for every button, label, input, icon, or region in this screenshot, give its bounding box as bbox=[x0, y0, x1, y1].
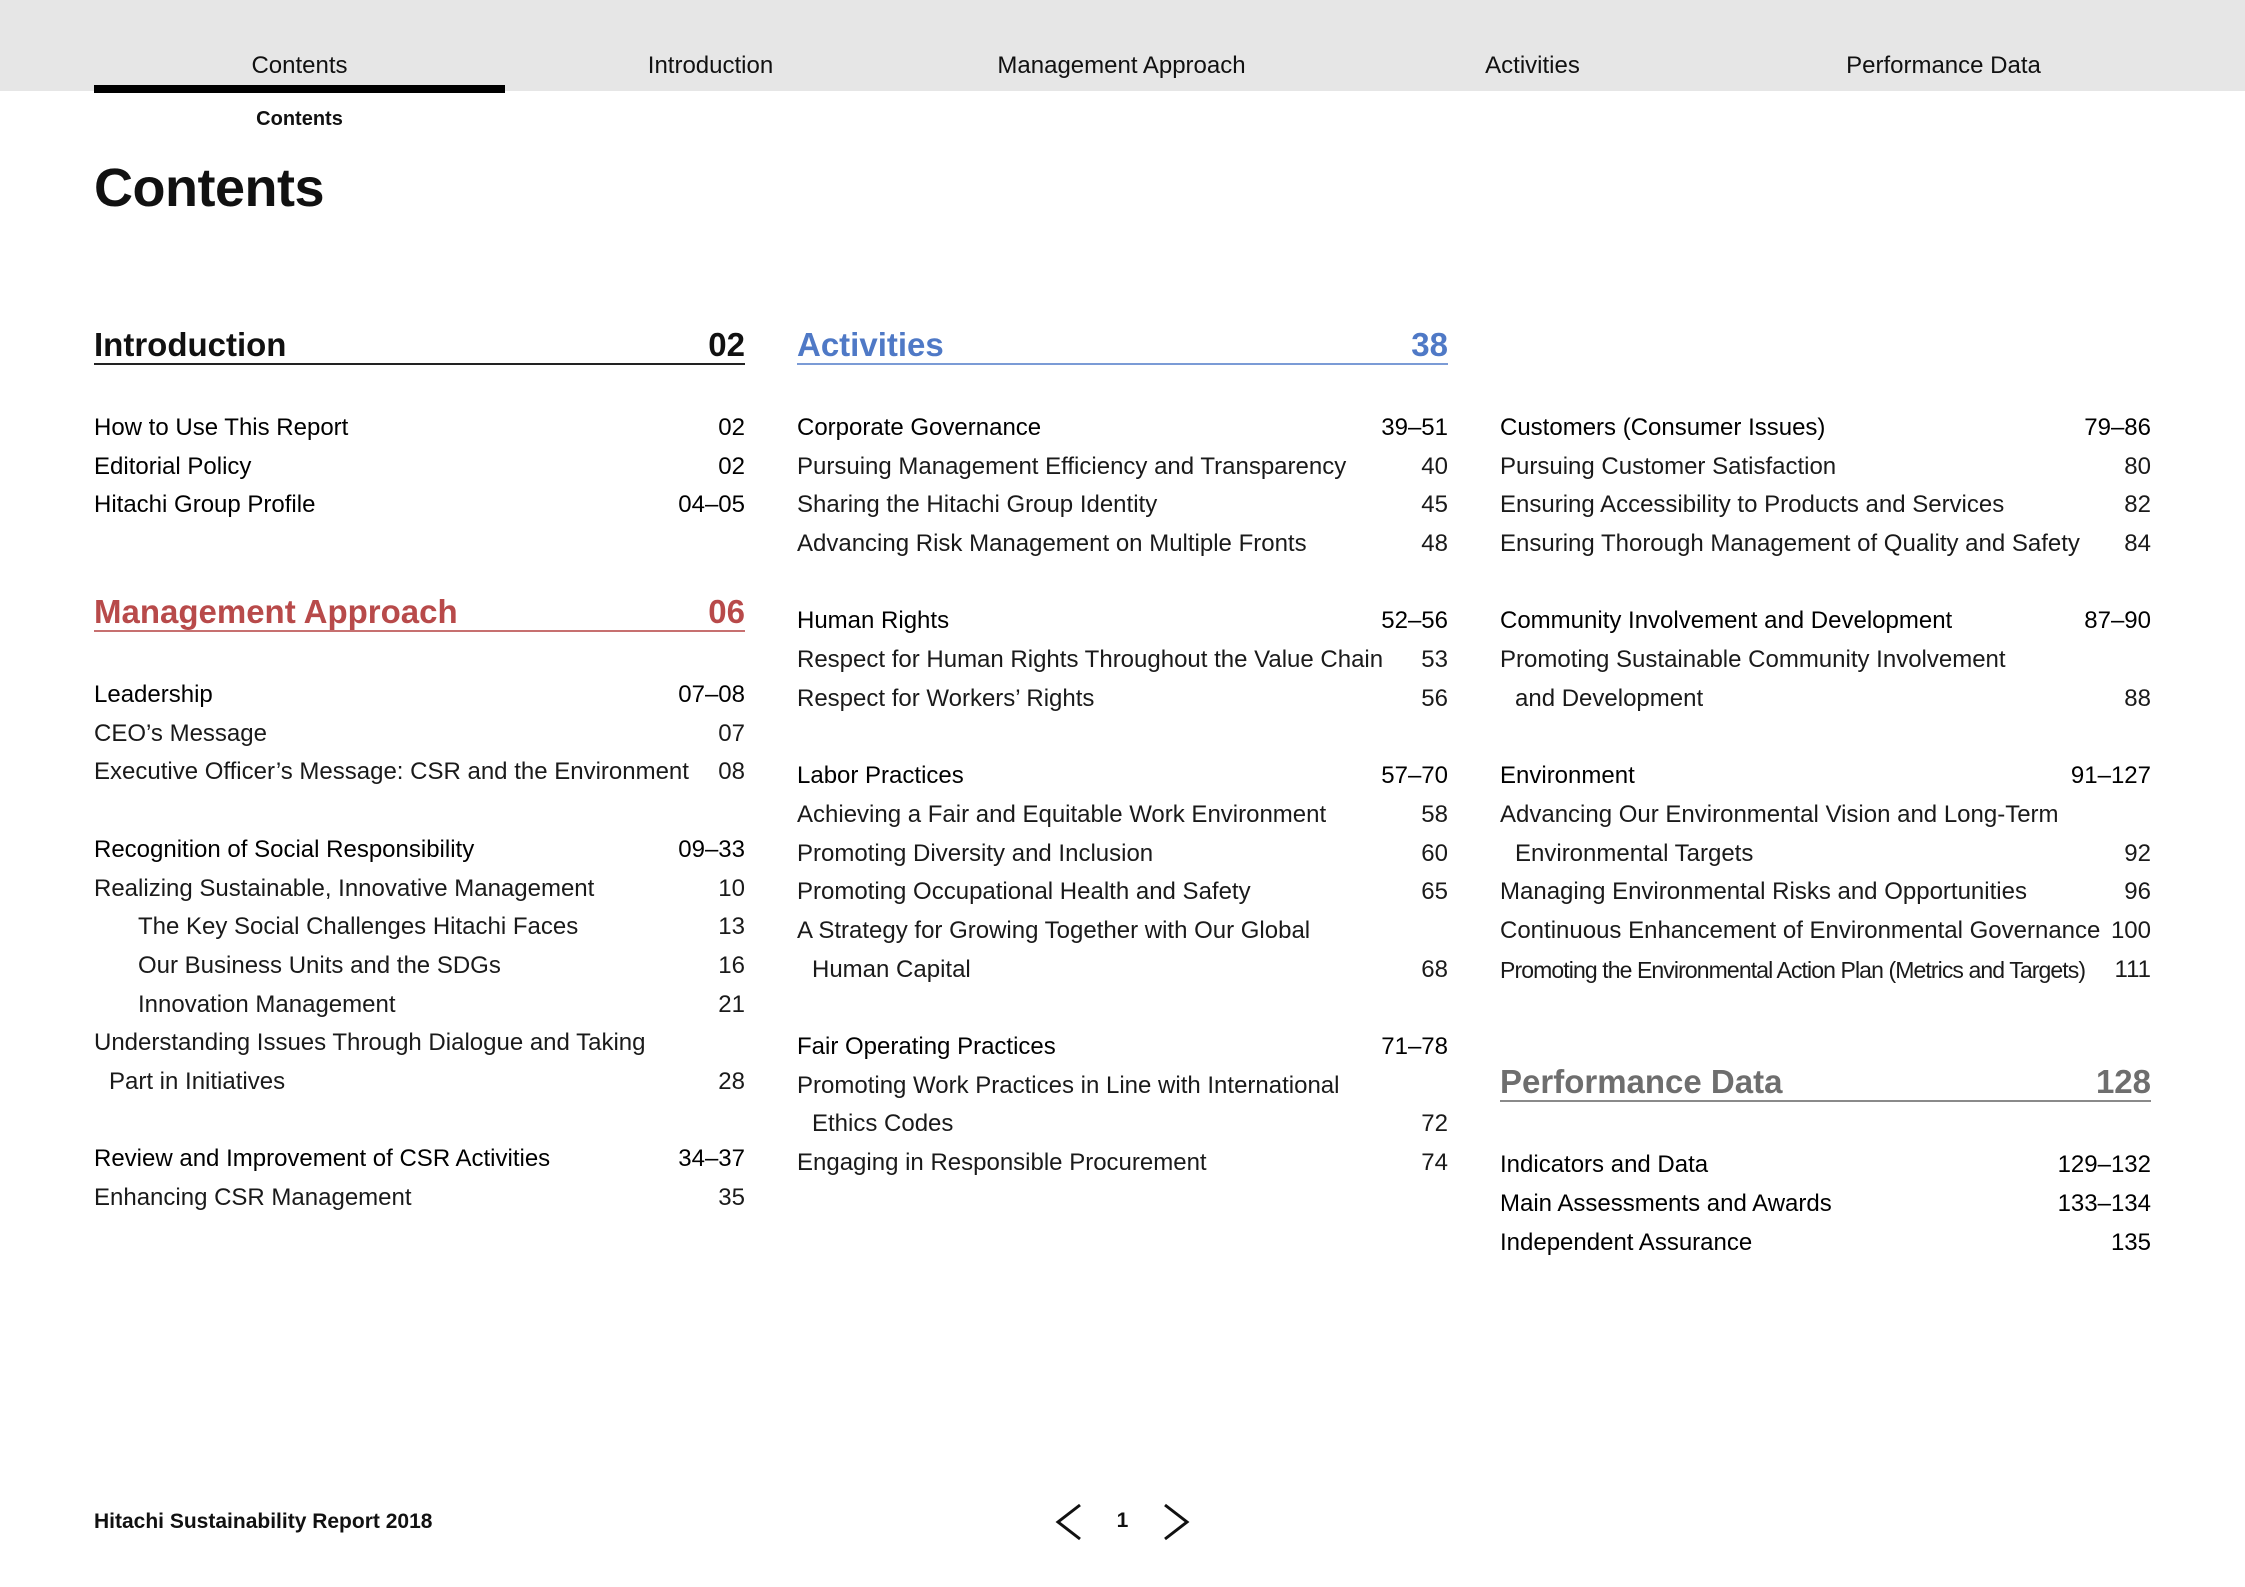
toc-entry[interactable]: Realizing Sustainable, Innovative Management 10 bbox=[94, 874, 745, 902]
section-title: Performance Data bbox=[1500, 1063, 1783, 1101]
tab-management-approach[interactable]: Management Approach bbox=[997, 52, 1246, 79]
toc-entry[interactable]: Promoting Work Practices in Line with International bbox=[797, 1071, 1340, 1099]
section-page: 38 bbox=[1411, 326, 1448, 363]
toc-entry[interactable]: Ensuring Thorough Management of Quality and Safety 84 bbox=[1500, 530, 2151, 558]
toc-entry[interactable]: Continuous Enhancement of Environmental Governance 100 bbox=[1500, 916, 2151, 944]
chevron-left-icon[interactable] bbox=[1050, 1497, 1090, 1547]
toc-entry[interactable]: Environmental Targets 92 bbox=[1515, 839, 2151, 867]
report-title: Hitachi Sustainability Report 2018 bbox=[94, 1510, 433, 1533]
toc-entry[interactable]: Understanding Issues Through Dialogue and Taking bbox=[94, 1029, 646, 1057]
toc-entry[interactable]: Enhancing CSR Management 35 bbox=[94, 1184, 745, 1211]
section-heading-management-approach[interactable] bbox=[94, 595, 745, 632]
toc-entry[interactable]: Innovation Management 21 bbox=[138, 990, 745, 1018]
toc-column-2 bbox=[797, 328, 1448, 1183]
toc-entry[interactable]: Labor Practices 57–70 bbox=[797, 762, 1448, 790]
tab-performance-data[interactable]: Performance Data bbox=[1846, 52, 2041, 79]
toc-entry[interactable]: and Development 88 bbox=[1515, 684, 2151, 712]
page-title: Contents bbox=[94, 158, 324, 218]
toc-entry[interactable]: Pursuing Customer Satisfaction 80 bbox=[1500, 452, 2151, 480]
toc-entry[interactable]: Indicators and Data 129–132 bbox=[1500, 1151, 2151, 1179]
toc-entry[interactable]: Promoting Sustainable Community Involvement bbox=[1500, 646, 2006, 674]
toc-entry[interactable]: Leadership 07–08 bbox=[94, 681, 745, 709]
toc-entry[interactable]: CEO’s Message 07 bbox=[94, 719, 745, 747]
chevron-right-icon[interactable] bbox=[1155, 1497, 1195, 1547]
toc-entry[interactable]: Recognition of Social Responsibility 09–33 bbox=[94, 835, 745, 863]
toc-entry[interactable]: A Strategy for Growing Together with Our Global bbox=[797, 916, 1311, 944]
toc-entry[interactable]: Promoting Diversity and Inclusion 60 bbox=[797, 839, 1448, 867]
toc-column-1 bbox=[94, 328, 745, 1218]
toc-entry[interactable]: Managing Environmental Risks and Opportunities 96 bbox=[1500, 878, 2151, 906]
page-number: 1 bbox=[1116, 1509, 1129, 1532]
toc-entry[interactable]: Main Assessments and Awards 133–134 bbox=[1500, 1190, 2151, 1217]
section-page: 128 bbox=[2095, 1063, 2151, 1101]
section-title: Management Approach bbox=[94, 593, 458, 631]
section-heading-activities[interactable] bbox=[797, 328, 1448, 365]
toc-entry[interactable]: Review and Improvement of CSR Activities 34–37 bbox=[94, 1145, 745, 1173]
toc-entry[interactable]: Independent Assurance 135 bbox=[1500, 1228, 2151, 1256]
tab-introduction[interactable]: Introduction bbox=[647, 52, 774, 79]
toc-entry[interactable]: Community Involvement and Development 87–90 bbox=[1500, 607, 2151, 635]
toc-entry[interactable]: Human Capital 68 bbox=[812, 955, 1448, 983]
breadcrumb[interactable]: Contents bbox=[256, 108, 343, 130]
toc-entry[interactable]: Customers (Consumer Issues) 79–86 bbox=[1500, 414, 2151, 441]
toc-entry[interactable]: Pursuing Management Efficiency and Transparency 40 bbox=[797, 452, 1448, 480]
toc-entry[interactable]: Promoting Occupational Health and Safety 65 bbox=[797, 878, 1448, 906]
tab-activities[interactable]: Activities bbox=[1485, 52, 1580, 79]
toc-entry[interactable]: Achieving a Fair and Equitable Work Environment 58 bbox=[797, 800, 1448, 828]
section-title: Activities bbox=[797, 326, 944, 363]
toc-entry[interactable]: Ethics Codes 72 bbox=[812, 1110, 1448, 1138]
toc-entry[interactable]: Advancing Risk Management on Multiple Fronts 48 bbox=[797, 530, 1448, 558]
toc-entry[interactable]: Advancing Our Environmental Vision and Long-Term bbox=[1500, 800, 2059, 828]
toc-entry[interactable]: How to Use This Report 02 bbox=[94, 414, 745, 441]
toc-entry[interactable]: Ensuring Accessibility to Products and Services 82 bbox=[1500, 491, 2151, 519]
section-heading-introduction[interactable] bbox=[94, 328, 745, 365]
toc-entry[interactable]: Our Business Units and the SDGs 16 bbox=[138, 951, 745, 979]
toc-column-3 bbox=[1500, 328, 2151, 1262]
toc-entry[interactable]: Promoting the Environmental Action Plan (Metrics and Targets) 111 bbox=[1500, 955, 2151, 983]
toc-entry[interactable]: Hitachi Group Profile 04–05 bbox=[94, 491, 745, 519]
pagination bbox=[1050, 1497, 1195, 1547]
toc-entry[interactable]: Part in Initiatives 28 bbox=[109, 1067, 745, 1095]
section-title: Introduction bbox=[94, 326, 287, 363]
toc-entry[interactable]: Corporate Governance 39–51 bbox=[797, 414, 1448, 441]
toc-entry[interactable]: Human Rights 52–56 bbox=[797, 607, 1448, 635]
top-navigation bbox=[0, 0, 2245, 91]
section-page: 06 bbox=[708, 593, 745, 631]
tab-contents[interactable]: Contents bbox=[94, 0, 505, 91]
toc-entry[interactable]: Environment 91–127 bbox=[1500, 762, 2151, 790]
section-heading-performance-data[interactable] bbox=[1500, 1065, 2151, 1102]
toc-entry[interactable]: Editorial Policy 02 bbox=[94, 452, 745, 480]
section-page: 02 bbox=[708, 326, 745, 363]
toc-entry[interactable]: Fair Operating Practices 71–78 bbox=[797, 1033, 1448, 1060]
toc-entry[interactable]: Executive Officer’s Message: CSR and the Environment 08 bbox=[94, 758, 745, 786]
toc-entry[interactable]: Respect for Human Rights Throughout the Value Chain 53 bbox=[797, 646, 1448, 674]
toc-entry[interactable]: The Key Social Challenges Hitachi Faces 13 bbox=[138, 913, 745, 941]
toc-entry[interactable]: Respect for Workers’ Rights 56 bbox=[797, 684, 1448, 712]
toc-entry[interactable]: Sharing the Hitachi Group Identity 45 bbox=[797, 491, 1448, 519]
toc-entry[interactable]: Engaging in Responsible Procurement 74 bbox=[797, 1149, 1448, 1177]
